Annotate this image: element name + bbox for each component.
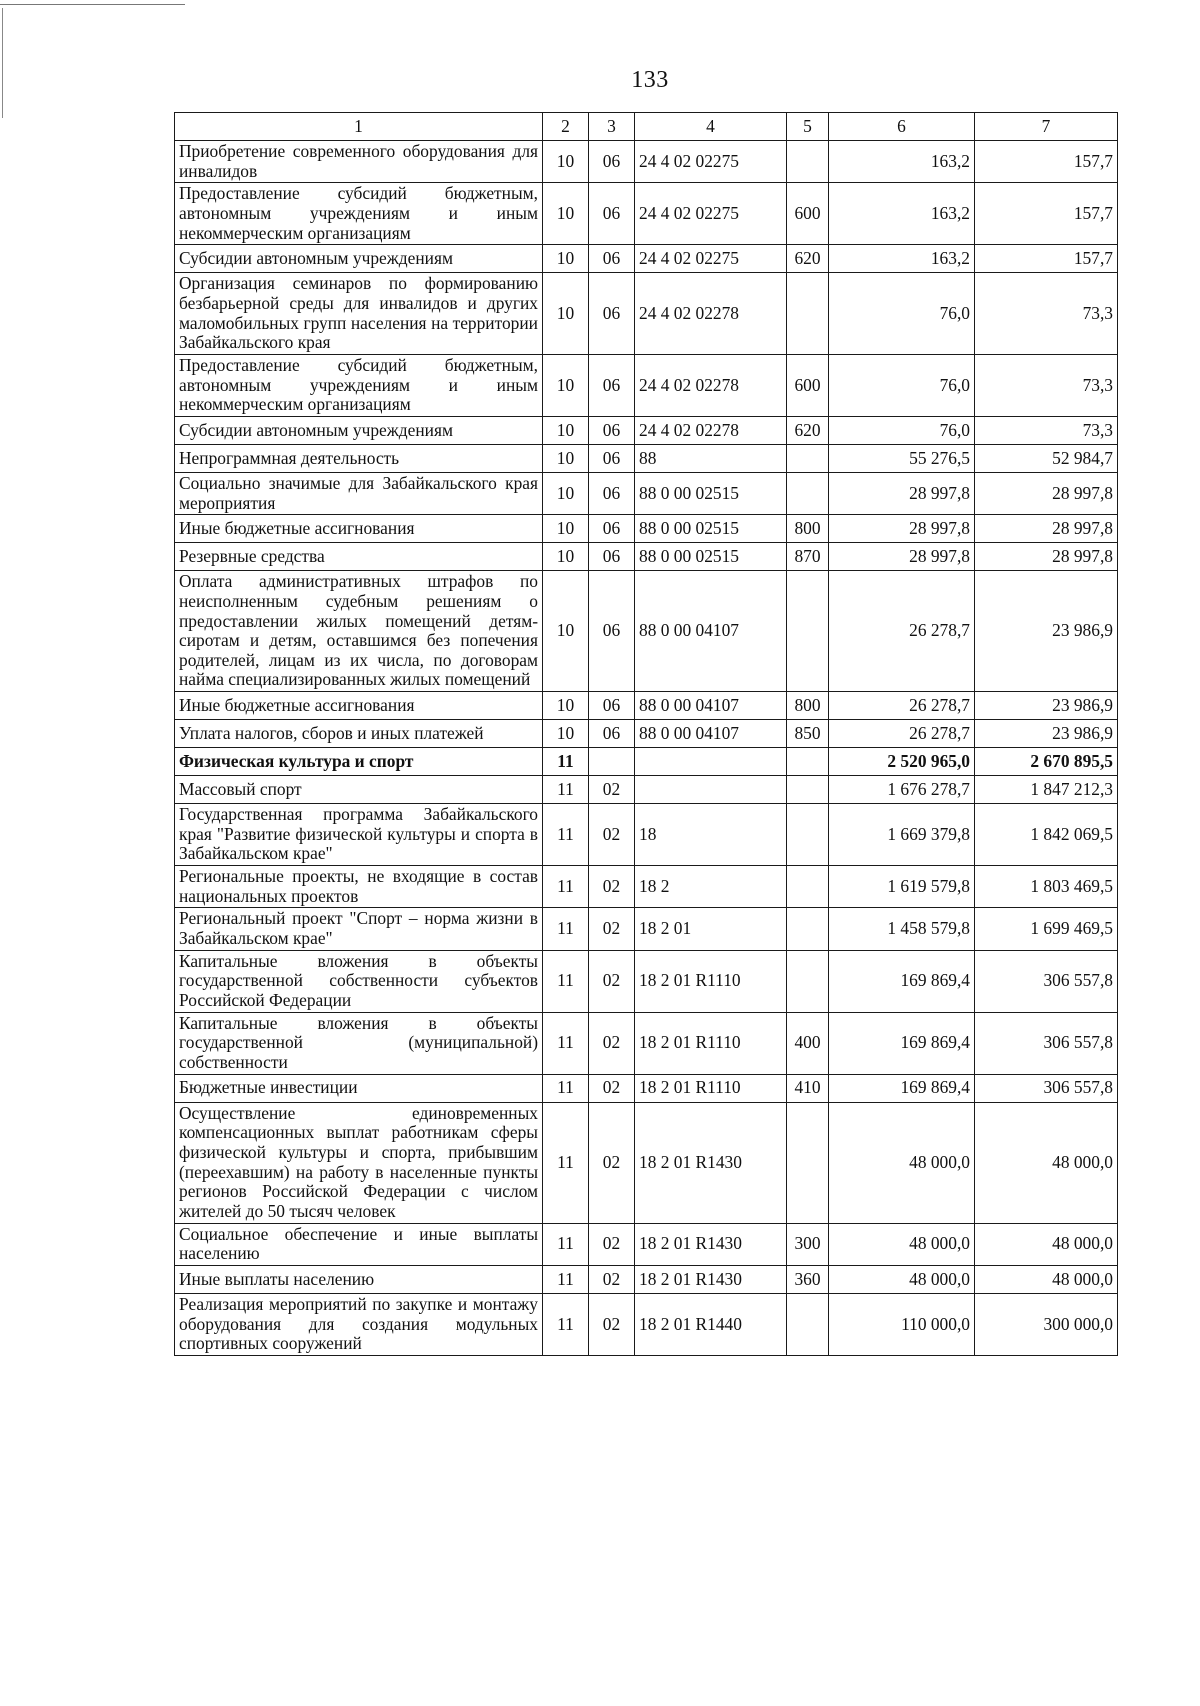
row-name: Осуществление единовременных компенсационных выплат работникам сферы физической культуры и спорта, прибывшим (переехавшим) на работу в населенные пункты регионов Российской Федерации с числом жителей до 50 тысяч человек [175,1102,543,1223]
row-subsection: 02 [589,1012,635,1074]
row-name: Региональные проекты, не входящие в состав национальных проектов [175,866,543,908]
row-amount-col6: 1 458 579,8 [829,908,975,950]
row-amount-col7: 48 000,0 [975,1102,1118,1223]
table-row [175,354,1118,416]
row-target-code: 18 2 01 R1440 [635,1293,787,1355]
row-name: Капитальные вложения в объекты государственной собственности субъектов Российской Федерации [175,950,543,1012]
row-amount-col6: 26 278,7 [829,692,975,720]
row-target-code: 18 2 01 R1110 [635,1012,787,1074]
table-row [175,908,1118,950]
row-amount-col6: 48 000,0 [829,1265,975,1293]
row-expense-type: 410 [787,1074,829,1102]
row-amount-col6: 28 997,8 [829,543,975,571]
row-section: 11 [543,908,589,950]
row-section: 11 [543,1293,589,1355]
row-target-code: 88 0 00 04107 [635,571,787,692]
row-name: Капитальные вложения в объекты государственной (муниципальной) собственности [175,1012,543,1074]
row-amount-col7: 73,3 [975,354,1118,416]
row-amount-col7: 157,7 [975,183,1118,245]
row-subsection: 06 [589,571,635,692]
row-subsection: 06 [589,354,635,416]
row-subsection: 06 [589,692,635,720]
row-target-code: 88 [635,444,787,472]
row-amount-col7: 306 557,8 [975,1074,1118,1102]
row-subsection: 06 [589,543,635,571]
table-row [175,1012,1118,1074]
row-section: 11 [543,804,589,866]
table-row [175,472,1118,514]
row-name: Приобретение современного оборудования для инвалидов [175,141,543,183]
row-expense-type [787,950,829,1012]
row-amount-col7: 306 557,8 [975,950,1118,1012]
scan-edge-line [2,8,3,118]
budget-table [174,112,1118,1356]
row-section: 11 [543,950,589,1012]
row-subsection: 06 [589,245,635,273]
row-expense-type [787,1293,829,1355]
row-target-code: 24 4 02 02275 [635,245,787,273]
row-name: Предоставление субсидий бюджетным, автономным учреждениям и иным некоммерческим организациям [175,354,543,416]
row-subsection: 02 [589,1293,635,1355]
row-expense-type [787,804,829,866]
row-subsection: 02 [589,1223,635,1265]
row-amount-col6: 28 997,8 [829,472,975,514]
column-header: 1 [175,113,543,141]
row-section: 11 [543,1265,589,1293]
row-amount-col6: 26 278,7 [829,720,975,748]
row-amount-col6: 1 676 278,7 [829,776,975,804]
row-expense-type: 620 [787,245,829,273]
row-section: 11 [543,776,589,804]
row-name: Организация семинаров по формированию безбарьерной среды для инвалидов и других маломобильных групп населения на территории Забайкальского края [175,273,543,355]
row-target-code: 18 2 01 R1430 [635,1265,787,1293]
row-name: Резервные средства [175,543,543,571]
row-target-code: 24 4 02 02278 [635,273,787,355]
row-section: 10 [543,141,589,183]
row-amount-col7: 2 670 895,5 [975,748,1118,776]
row-amount-col7: 306 557,8 [975,1012,1118,1074]
row-section: 11 [543,1074,589,1102]
row-target-code [635,748,787,776]
row-amount-col6: 26 278,7 [829,571,975,692]
row-expense-type [787,748,829,776]
row-expense-type [787,866,829,908]
row-amount-col7: 1 699 469,5 [975,908,1118,950]
row-subsection: 02 [589,908,635,950]
table-row [175,571,1118,692]
row-amount-col6: 169 869,4 [829,1012,975,1074]
scan-edge-line [0,4,185,5]
row-subsection: 02 [589,1265,635,1293]
table-row [175,950,1118,1012]
row-amount-col6: 76,0 [829,416,975,444]
row-section: 11 [543,866,589,908]
row-expense-type: 800 [787,515,829,543]
row-amount-col6: 48 000,0 [829,1223,975,1265]
row-section: 10 [543,692,589,720]
row-amount-col7: 28 997,8 [975,515,1118,543]
table-row [175,183,1118,245]
table-row [175,543,1118,571]
row-target-code: 88 0 00 02515 [635,543,787,571]
row-name: Иные бюджетные ассигнования [175,515,543,543]
row-expense-type: 300 [787,1223,829,1265]
row-amount-col6: 1 669 379,8 [829,804,975,866]
row-subsection: 02 [589,950,635,1012]
row-amount-col7: 48 000,0 [975,1265,1118,1293]
row-section: 10 [543,245,589,273]
table-row [175,515,1118,543]
row-amount-col6: 169 869,4 [829,950,975,1012]
row-expense-type: 870 [787,543,829,571]
table-row [175,1223,1118,1265]
row-amount-col6: 2 520 965,0 [829,748,975,776]
row-expense-type: 800 [787,692,829,720]
row-section: 11 [543,1012,589,1074]
row-expense-type [787,141,829,183]
row-subsection: 02 [589,1074,635,1102]
row-amount-col6: 1 619 579,8 [829,866,975,908]
row-subsection: 06 [589,141,635,183]
row-expense-type: 600 [787,354,829,416]
table-row [175,1102,1118,1223]
row-section: 10 [543,720,589,748]
row-amount-col6: 110 000,0 [829,1293,975,1355]
row-expense-type: 850 [787,720,829,748]
row-target-code [635,776,787,804]
table-row [175,866,1118,908]
row-name: Социально значимые для Забайкальского края мероприятия [175,472,543,514]
row-target-code: 18 2 01 R1110 [635,950,787,1012]
row-expense-type [787,444,829,472]
row-name: Реализация мероприятий по закупке и монтажу оборудования для создания модульных спортивных сооружений [175,1293,543,1355]
column-header: 5 [787,113,829,141]
row-section: 10 [543,543,589,571]
row-amount-col7: 1 847 212,3 [975,776,1118,804]
table-row [175,692,1118,720]
row-amount-col7: 52 984,7 [975,444,1118,472]
row-subsection: 06 [589,444,635,472]
row-amount-col7: 73,3 [975,416,1118,444]
row-expense-type [787,1102,829,1223]
row-amount-col6: 169 869,4 [829,1074,975,1102]
row-amount-col7: 23 986,9 [975,692,1118,720]
row-subsection: 02 [589,804,635,866]
row-section: 11 [543,748,589,776]
table-row [175,748,1118,776]
table-row [175,776,1118,804]
row-amount-col7: 73,3 [975,273,1118,355]
row-amount-col7: 28 997,8 [975,472,1118,514]
row-amount-col7: 23 986,9 [975,571,1118,692]
table-row [175,804,1118,866]
row-expense-type: 360 [787,1265,829,1293]
row-target-code: 18 2 01 R1110 [635,1074,787,1102]
table-row [175,1293,1118,1355]
row-name: Субсидии автономным учреждениям [175,245,543,273]
row-subsection: 06 [589,472,635,514]
row-section: 10 [543,571,589,692]
row-target-code: 24 4 02 02278 [635,354,787,416]
page-number: 133 [631,67,669,93]
row-amount-col6: 163,2 [829,183,975,245]
row-amount-col7: 157,7 [975,141,1118,183]
row-amount-col7: 300 000,0 [975,1293,1118,1355]
row-name: Оплата административных штрафов по неисполненным судебным решениям о предоставлении жилых помещений детям-сиротам и детям, оставшимся без попечения родителей, лицам из их числа, по договорам найма специализированных жилых помещений [175,571,543,692]
row-amount-col6: 163,2 [829,141,975,183]
row-target-code: 24 4 02 02275 [635,183,787,245]
row-section: 10 [543,416,589,444]
row-target-code: 18 2 01 [635,908,787,950]
row-amount-col7: 157,7 [975,245,1118,273]
row-section: 10 [543,472,589,514]
table-row [175,1265,1118,1293]
row-section: 10 [543,273,589,355]
row-name: Непрограммная деятельность [175,444,543,472]
row-expense-type [787,472,829,514]
row-amount-col6: 48 000,0 [829,1102,975,1223]
row-name: Массовый спорт [175,776,543,804]
column-header: 7 [975,113,1118,141]
row-target-code: 18 2 [635,866,787,908]
row-expense-type [787,776,829,804]
row-amount-col6: 163,2 [829,245,975,273]
row-subsection: 06 [589,720,635,748]
row-expense-type [787,273,829,355]
row-amount-col7: 28 997,8 [975,543,1118,571]
row-subsection: 02 [589,866,635,908]
row-amount-col6: 55 276,5 [829,444,975,472]
row-expense-type [787,908,829,950]
table-row [175,245,1118,273]
row-target-code: 18 2 01 R1430 [635,1102,787,1223]
row-section: 10 [543,444,589,472]
row-expense-type: 400 [787,1012,829,1074]
table-row [175,141,1118,183]
row-name: Бюджетные инвестиции [175,1074,543,1102]
row-amount-col7: 48 000,0 [975,1223,1118,1265]
row-expense-type: 620 [787,416,829,444]
row-name: Уплата налогов, сборов и иных платежей [175,720,543,748]
row-amount-col7: 1 803 469,5 [975,866,1118,908]
row-amount-col6: 28 997,8 [829,515,975,543]
row-section: 10 [543,183,589,245]
row-section: 11 [543,1102,589,1223]
row-subsection [589,748,635,776]
row-name: Социальное обеспечение и иные выплаты населению [175,1223,543,1265]
row-subsection: 06 [589,515,635,543]
row-name: Региональный проект "Спорт – норма жизни в Забайкальском крае" [175,908,543,950]
row-subsection: 02 [589,776,635,804]
row-name: Иные выплаты населению [175,1265,543,1293]
row-name: Физическая культура и спорт [175,748,543,776]
row-section: 10 [543,354,589,416]
row-subsection: 06 [589,273,635,355]
row-amount-col7: 1 842 069,5 [975,804,1118,866]
table-row [175,1074,1118,1102]
row-target-code: 88 0 00 04107 [635,720,787,748]
row-name: Субсидии автономным учреждениям [175,416,543,444]
row-amount-col7: 23 986,9 [975,720,1118,748]
row-target-code: 18 2 01 R1430 [635,1223,787,1265]
row-target-code: 88 0 00 02515 [635,515,787,543]
row-expense-type: 600 [787,183,829,245]
table-row [175,416,1118,444]
row-subsection: 06 [589,416,635,444]
row-target-code: 18 [635,804,787,866]
table-row [175,273,1118,355]
column-header: 2 [543,113,589,141]
row-target-code: 88 0 00 02515 [635,472,787,514]
row-name: Иные бюджетные ассигнования [175,692,543,720]
column-header: 3 [589,113,635,141]
row-subsection: 02 [589,1102,635,1223]
row-name: Государственная программа Забайкальского края "Развитие физической культуры и спорта в Забайкальском крае" [175,804,543,866]
row-target-code: 24 4 02 02278 [635,416,787,444]
row-target-code: 24 4 02 02275 [635,141,787,183]
table-header-row [175,113,1118,141]
column-header: 4 [635,113,787,141]
row-amount-col6: 76,0 [829,354,975,416]
column-header: 6 [829,113,975,141]
row-name: Предоставление субсидий бюджетным, автономным учреждениям и иным некоммерческим организациям [175,183,543,245]
table-row [175,720,1118,748]
row-section: 11 [543,1223,589,1265]
row-section: 10 [543,515,589,543]
row-amount-col6: 76,0 [829,273,975,355]
row-subsection: 06 [589,183,635,245]
table-row [175,444,1118,472]
row-target-code: 88 0 00 04107 [635,692,787,720]
row-expense-type [787,571,829,692]
